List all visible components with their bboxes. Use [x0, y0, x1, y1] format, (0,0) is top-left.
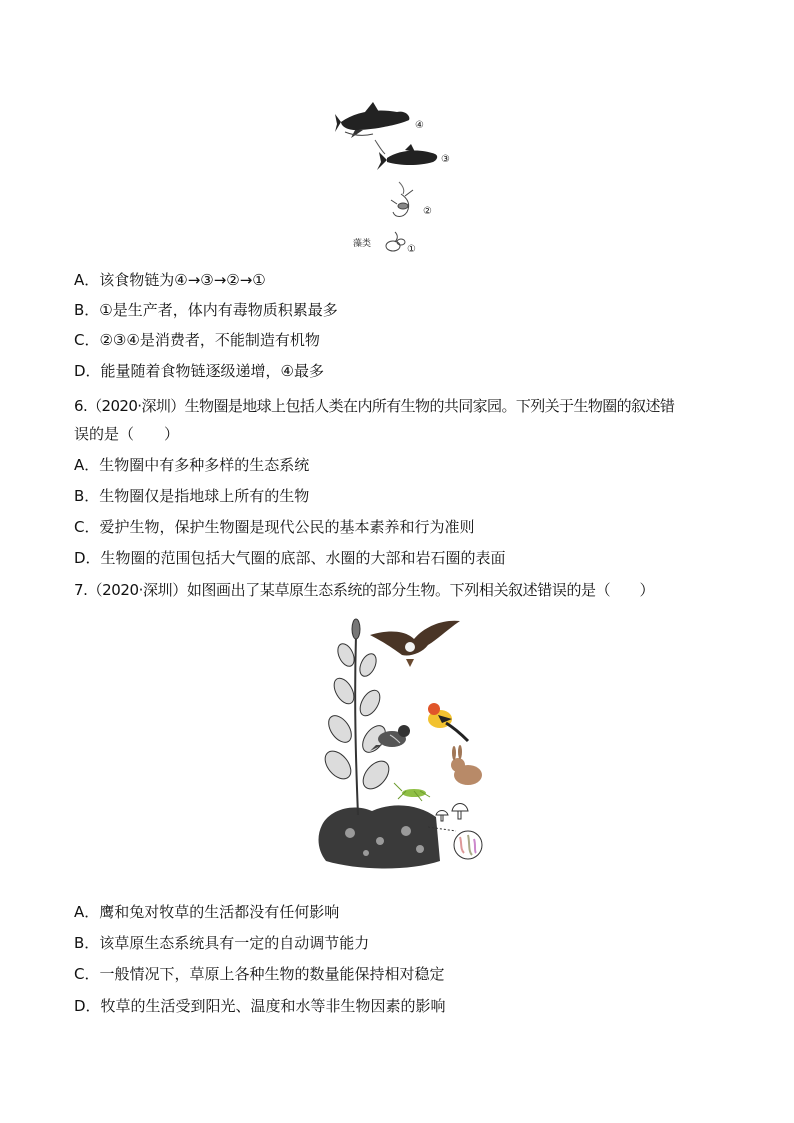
fig1-label-2: ②	[423, 206, 432, 217]
grasshopper-illustration	[394, 783, 430, 801]
q5-option-a: A．该食物链为④→③→②→①	[74, 271, 266, 289]
tanager-illustration	[428, 703, 468, 741]
grass-plant-illustration	[320, 619, 394, 815]
fig1-label-3: ③	[441, 154, 450, 165]
algae-illustration	[386, 232, 405, 251]
q6-stem-line2: 误的是（ ）	[74, 425, 180, 443]
q6-stem-line1: 6.（2020·深圳）生物圈是地球上包括人类在内所有生物的共同家园。下列关于生物圈的叙述错	[74, 397, 675, 415]
q6-option-b: B．生物圈仅是指地球上所有的生物	[74, 487, 310, 505]
q6-option-c: C．爱护生物，保护生物圈是现代公民的基本素养和行为准则	[74, 518, 475, 536]
q7-stem: 7.（2020·深圳）如图画出了某草原生态系统的部分生物。下列相关叙述错误的是（ ）	[74, 581, 655, 599]
q5-option-b: B．①是生产者，体内有毒物质积累最多	[74, 301, 338, 319]
grassland-ecosystem-figure	[310, 615, 490, 875]
fig1-algae-label: 藻类	[353, 239, 372, 249]
q5-option-c: C．②③④是消费者，不能制造有机物	[74, 331, 320, 349]
q6-option-a: A．生物圈中有多种多样的生态系统	[74, 456, 310, 474]
soil-illustration	[319, 805, 440, 868]
fish-illustration	[375, 140, 437, 170]
eagle-illustration	[370, 621, 460, 667]
q5-option-d: D．能量随着食物链逐级递增，④最多	[74, 362, 324, 380]
krill-illustration	[391, 182, 413, 217]
q7-option-a: A．鹰和兔对牧草的生活都没有任何影响	[74, 903, 340, 921]
q7-option-c: C．一般情况下，草原上各种生物的数量能保持相对稳定	[74, 965, 445, 983]
fig1-label-1: ①	[407, 244, 416, 255]
mushroom-illustration	[436, 804, 468, 822]
q6-option-d: D．生物圈的范围包括大气圈的底部、水圈的大部和岩石圈的表面	[74, 549, 506, 567]
shark-illustration	[335, 102, 409, 138]
food-chain-figure	[335, 100, 465, 256]
bacteria-circle-illustration	[454, 831, 482, 859]
fig1-label-4: ④	[415, 120, 424, 131]
rabbit-illustration	[451, 745, 482, 785]
q7-option-b: B．该草原生态系统具有一定的自动调节能力	[74, 934, 370, 952]
q7-option-d: D．牧草的生活受到阳光、温度和水等非生物因素的影响	[74, 997, 446, 1015]
